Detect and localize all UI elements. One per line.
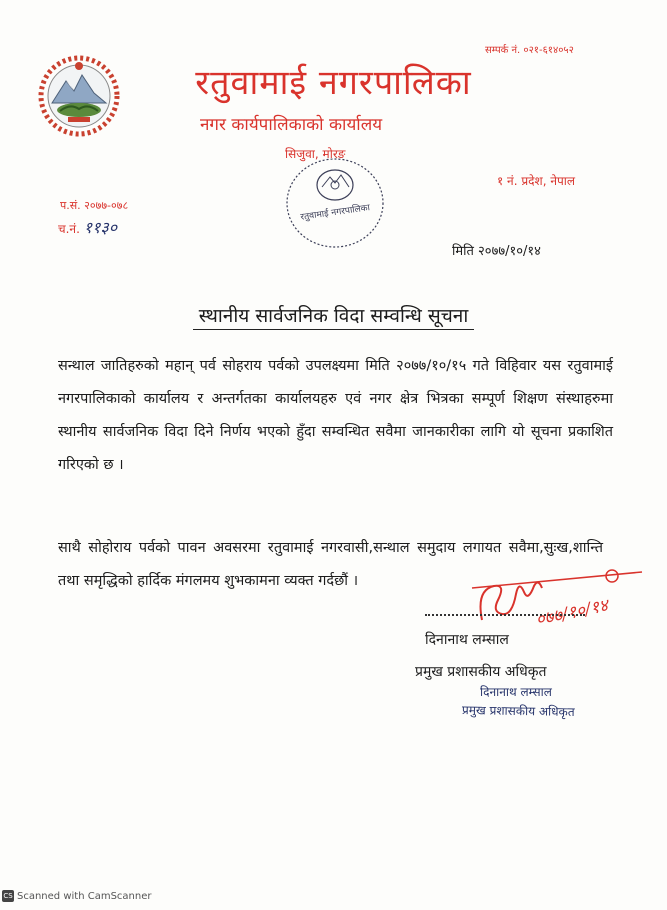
handwritten-signature xyxy=(462,560,662,640)
office-location: सिजुवा, मोरङ xyxy=(285,147,346,161)
dispatch-label: च.नं. xyxy=(58,222,80,236)
notice-paragraph-1: सन्थाल जातिहरुको महान् पर्व सोहराय पर्वको उपलक्ष्यमा मिति २०७७/१०/१५ गते विहिवार यस रतुवामाई नगरपालिकाको कार्यालय र अन्तर्गतका कार्यालयहरु एवं नगर क्षेत्र भित्रका सम्पूर्ण शिक्षण संस्थाहरुमा स्थानीय सार्वजनिक विदा दिने निर्णय भएको हुँदा सम्वन्धित सवैमा जानकारीका लागि यो सूचना प्रकाशित गरिएको छ । xyxy=(58,358,613,473)
signature-line xyxy=(425,608,585,616)
signatory-title: प्रमुख प्रशासकीय अधिकृत xyxy=(415,664,547,680)
scanner-text: Scanned with CamScanner xyxy=(17,890,152,902)
notice-paragraph-2: साथै सोहोराय पर्वको पावन अवसरमा रतुवामाई नगरवासी,सन्थाल समुदाय लगायत सवैमा,सुःख,शान्ति तथा समृद्धिको हार्दिक मंगलमय शुभकामना व्यक्त गर्दछौं । xyxy=(58,540,603,589)
municipality-name: रतुवामाई नगरपालिका xyxy=(195,63,472,103)
notice-heading-text: स्थानीय सार्वजनिक विदा सम्वन्धि सूचना xyxy=(193,305,475,330)
province-label: १ नं. प्रदेश, नेपाल xyxy=(497,174,576,188)
reference-number: प.सं. २०७७-०७८ xyxy=(60,199,129,212)
title-stamp: प्रमुख प्रशासकीय अधिकृत xyxy=(461,703,575,719)
camscanner-icon: CS xyxy=(3,892,13,900)
name-stamp: दिनानाथ लम्साल xyxy=(480,685,552,699)
office-name: नगर कार्यपालिकाको कार्यालय xyxy=(200,115,383,135)
signatory-name: दिनानाथ लम्साल xyxy=(425,632,509,648)
letter-date: मिति २०७७/१०/१४ xyxy=(452,244,541,259)
notice-heading xyxy=(0,302,667,328)
stamp-text: रतुवामाई नगरपालिका xyxy=(299,203,371,223)
handwritten-date: ०७७/१०/१४ xyxy=(534,595,610,631)
dispatch-number xyxy=(58,216,117,238)
scanner-watermark xyxy=(2,890,152,902)
contact-number: सम्पर्क नं. ०२१-६१४०५२ xyxy=(485,45,574,56)
dispatch-number-value: ११३० xyxy=(83,218,118,237)
